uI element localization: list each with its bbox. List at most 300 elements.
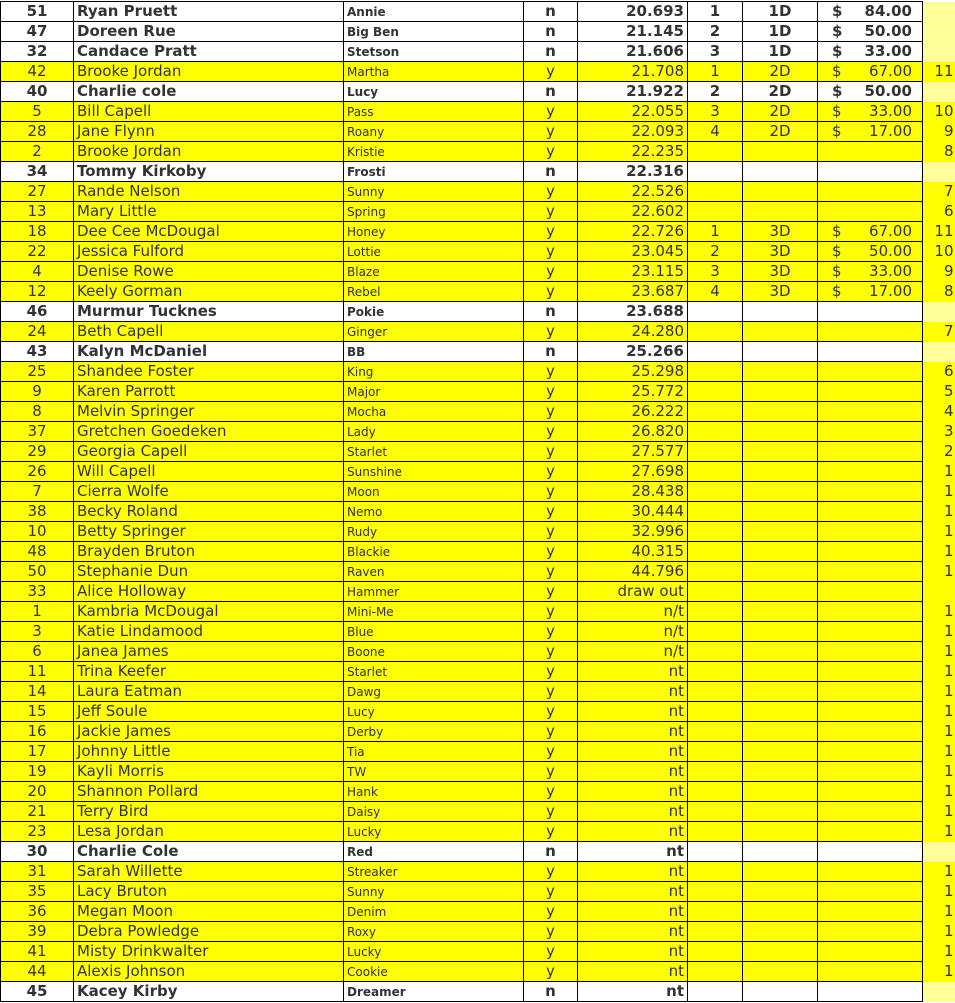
rider-name-cell: Beth Capell xyxy=(74,322,344,342)
rider-name-cell: Brooke Jordan xyxy=(74,62,344,82)
table-row xyxy=(1,922,955,942)
horse-name-cell: Blackie xyxy=(344,542,524,562)
placing-cell xyxy=(688,562,743,582)
horse-name-cell: Dawg xyxy=(344,682,524,702)
payout-cell xyxy=(818,882,923,902)
points-cell xyxy=(923,842,955,862)
horse-name-cell: Mini-Me xyxy=(344,602,524,622)
member-flag-cell: y xyxy=(524,522,578,542)
run-time-cell: nt xyxy=(578,722,688,742)
horse-name-cell: Derby xyxy=(344,722,524,742)
table-row xyxy=(1,42,955,62)
points-cell: 1 xyxy=(923,542,955,562)
placing-cell xyxy=(688,502,743,522)
payout-cell xyxy=(818,582,923,602)
division-cell: 1D xyxy=(743,2,818,22)
division-cell: 1D xyxy=(743,22,818,42)
payout-cell xyxy=(818,222,923,242)
currency-symbol: $ xyxy=(832,22,843,40)
division-cell xyxy=(743,682,818,702)
division-cell xyxy=(743,362,818,382)
division-cell xyxy=(743,202,818,222)
run-time-cell: nt xyxy=(578,782,688,802)
rider-number-cell: 9 xyxy=(1,382,74,402)
rider-name-cell: Jane Flynn xyxy=(74,122,344,142)
payout-cell xyxy=(818,462,923,482)
rider-number-cell: 14 xyxy=(1,682,74,702)
table-row xyxy=(1,22,955,42)
placing-cell xyxy=(688,962,743,982)
rider-number-cell: 40 xyxy=(1,82,74,102)
placing-cell xyxy=(688,462,743,482)
run-time-cell: nt xyxy=(578,662,688,682)
division-cell xyxy=(743,742,818,762)
payout-cell xyxy=(818,662,923,682)
table-row xyxy=(1,282,955,302)
member-flag-cell: y xyxy=(524,622,578,642)
table-row xyxy=(1,362,955,382)
division-cell xyxy=(743,962,818,982)
rider-number-cell: 25 xyxy=(1,362,74,382)
points-cell: 1 xyxy=(923,862,955,882)
points-cell: 9 xyxy=(923,262,955,282)
division-cell xyxy=(743,342,818,362)
run-time-cell: 22.055 xyxy=(578,102,688,122)
rider-name-cell: Keely Gorman xyxy=(74,282,344,302)
horse-name-cell: Blue xyxy=(344,622,524,642)
table-row xyxy=(1,142,955,162)
horse-name-cell: Ginger xyxy=(344,322,524,342)
division-cell xyxy=(743,602,818,622)
rider-number-cell: 11 xyxy=(1,662,74,682)
run-time-cell: n/t xyxy=(578,622,688,642)
table-row xyxy=(1,642,955,662)
payout-cell xyxy=(818,302,923,322)
member-flag-cell: n xyxy=(524,42,578,62)
payout-cell xyxy=(818,262,923,282)
placing-cell xyxy=(688,862,743,882)
points-cell: 1 xyxy=(923,962,955,982)
rider-number-cell: 42 xyxy=(1,62,74,82)
division-cell xyxy=(743,622,818,642)
member-flag-cell: y xyxy=(524,322,578,342)
run-time-cell: nt xyxy=(578,742,688,762)
member-flag-cell: y xyxy=(524,382,578,402)
horse-name-cell: Moon xyxy=(344,482,524,502)
horse-name-cell: Dreamer xyxy=(344,982,524,1002)
rider-number-cell: 44 xyxy=(1,962,74,982)
rider-number-cell: 48 xyxy=(1,542,74,562)
table-row xyxy=(1,782,955,802)
run-time-cell: nt xyxy=(578,882,688,902)
payout-cell xyxy=(818,162,923,182)
payout-cell xyxy=(818,902,923,922)
horse-name-cell: Sunshine xyxy=(344,462,524,482)
placing-cell xyxy=(688,302,743,322)
table-row xyxy=(1,482,955,502)
member-flag-cell: n xyxy=(524,162,578,182)
member-flag-cell: y xyxy=(524,582,578,602)
horse-name-cell: Daisy xyxy=(344,802,524,822)
payout-amount: 50.00 xyxy=(869,242,912,260)
run-time-cell: 32.996 xyxy=(578,522,688,542)
rider-name-cell: Jessica Fulford xyxy=(74,242,344,262)
rider-number-cell: 10 xyxy=(1,522,74,542)
division-cell xyxy=(743,402,818,422)
rider-name-cell: Rande Nelson xyxy=(74,182,344,202)
horse-name-cell: Denim xyxy=(344,902,524,922)
run-time-cell: n/t xyxy=(578,602,688,622)
run-time-cell: nt xyxy=(578,702,688,722)
run-time-cell: 25.298 xyxy=(578,362,688,382)
division-cell xyxy=(743,322,818,342)
member-flag-cell: n xyxy=(524,2,578,22)
run-time-cell: 23.045 xyxy=(578,242,688,262)
member-flag-cell: y xyxy=(524,602,578,622)
rider-name-cell: Melvin Springer xyxy=(74,402,344,422)
rider-number-cell: 16 xyxy=(1,722,74,742)
run-time-cell: 27.698 xyxy=(578,462,688,482)
division-cell: 1D xyxy=(743,42,818,62)
placing-cell: 2 xyxy=(688,242,743,262)
payout-cell xyxy=(818,22,923,42)
placing-cell xyxy=(688,902,743,922)
rider-number-cell: 26 xyxy=(1,462,74,482)
table-row xyxy=(1,662,955,682)
member-flag-cell: y xyxy=(524,562,578,582)
run-time-cell: 22.316 xyxy=(578,162,688,182)
run-time-cell: 44.796 xyxy=(578,562,688,582)
division-cell xyxy=(743,722,818,742)
rider-name-cell: Jeff Soule xyxy=(74,702,344,722)
member-flag-cell: y xyxy=(524,882,578,902)
horse-name-cell: Lucy xyxy=(344,702,524,722)
member-flag-cell: y xyxy=(524,642,578,662)
rider-number-cell: 51 xyxy=(1,2,74,22)
horse-name-cell: Roany xyxy=(344,122,524,142)
rider-number-cell: 22 xyxy=(1,242,74,262)
run-time-cell: nt xyxy=(578,922,688,942)
placing-cell xyxy=(688,422,743,442)
placing-cell xyxy=(688,602,743,622)
horse-name-cell: Nemo xyxy=(344,502,524,522)
payout-cell xyxy=(818,602,923,622)
rider-name-cell: Denise Rowe xyxy=(74,262,344,282)
placing-cell: 3 xyxy=(688,102,743,122)
rider-name-cell: Murmur Tucknes xyxy=(74,302,344,322)
payout-cell xyxy=(818,802,923,822)
points-cell: 1 xyxy=(923,782,955,802)
payout-cell xyxy=(818,42,923,62)
member-flag-cell: y xyxy=(524,902,578,922)
rider-number-cell: 28 xyxy=(1,122,74,142)
member-flag-cell: y xyxy=(524,422,578,442)
currency-symbol: $ xyxy=(832,62,842,80)
rider-number-cell: 46 xyxy=(1,302,74,322)
rider-number-cell: 39 xyxy=(1,922,74,942)
horse-name-cell: Martha xyxy=(344,62,524,82)
points-cell: 1 xyxy=(923,622,955,642)
table-row xyxy=(1,822,955,842)
rider-number-cell: 18 xyxy=(1,222,74,242)
placing-cell xyxy=(688,162,743,182)
payout-cell xyxy=(818,482,923,502)
rider-number-cell: 31 xyxy=(1,862,74,882)
payout-cell xyxy=(818,942,923,962)
rider-number-cell: 47 xyxy=(1,22,74,42)
division-cell: 3D xyxy=(743,222,818,242)
rider-name-cell: Will Capell xyxy=(74,462,344,482)
member-flag-cell: n xyxy=(524,982,578,1002)
rider-number-cell: 2 xyxy=(1,142,74,162)
placing-cell xyxy=(688,762,743,782)
rider-name-cell: Bill Capell xyxy=(74,102,344,122)
placing-cell xyxy=(688,982,743,1002)
placing-cell xyxy=(688,482,743,502)
rider-number-cell: 43 xyxy=(1,342,74,362)
horse-name-cell: Streaker xyxy=(344,862,524,882)
division-cell xyxy=(743,142,818,162)
table-row xyxy=(1,302,955,322)
currency-symbol: $ xyxy=(832,222,842,240)
rider-number-cell: 37 xyxy=(1,422,74,442)
run-time-cell: 22.235 xyxy=(578,142,688,162)
rider-number-cell: 29 xyxy=(1,442,74,462)
member-flag-cell: y xyxy=(524,122,578,142)
table-row xyxy=(1,862,955,882)
rider-name-cell: Laura Eatman xyxy=(74,682,344,702)
placing-cell: 4 xyxy=(688,122,743,142)
table-row xyxy=(1,2,955,22)
run-time-cell: 21.606 xyxy=(578,42,688,62)
horse-name-cell: Starlet xyxy=(344,442,524,462)
horse-name-cell: Kristie xyxy=(344,142,524,162)
member-flag-cell: y xyxy=(524,202,578,222)
member-flag-cell: y xyxy=(524,362,578,382)
member-flag-cell: y xyxy=(524,262,578,282)
points-cell: 1 xyxy=(923,902,955,922)
run-time-cell: 26.222 xyxy=(578,402,688,422)
payout-cell xyxy=(818,322,923,342)
rider-name-cell: Candace Pratt xyxy=(74,42,344,62)
points-cell xyxy=(923,162,955,182)
rider-name-cell: Misty Drinkwalter xyxy=(74,942,344,962)
rider-name-cell: Charlie cole xyxy=(74,82,344,102)
division-cell xyxy=(743,762,818,782)
run-time-cell: 22.093 xyxy=(578,122,688,142)
member-flag-cell: y xyxy=(524,442,578,462)
member-flag-cell: y xyxy=(524,482,578,502)
points-cell: 1 xyxy=(923,942,955,962)
member-flag-cell: n xyxy=(524,82,578,102)
payout-cell xyxy=(818,502,923,522)
member-flag-cell: y xyxy=(524,822,578,842)
payout-cell xyxy=(818,382,923,402)
payout-cell xyxy=(818,722,923,742)
rider-name-cell: Dee Cee McDougal xyxy=(74,222,344,242)
horse-name-cell: Lucky xyxy=(344,822,524,842)
points-cell: 1 xyxy=(923,562,955,582)
rider-name-cell: Katie Lindamood xyxy=(74,622,344,642)
run-time-cell: nt xyxy=(578,842,688,862)
table-row xyxy=(1,882,955,902)
rider-name-cell: Stephanie Dun xyxy=(74,562,344,582)
horse-name-cell: Boone xyxy=(344,642,524,662)
run-time-cell: 22.526 xyxy=(578,182,688,202)
table-row xyxy=(1,962,955,982)
points-cell xyxy=(923,42,955,62)
placing-cell xyxy=(688,582,743,602)
division-cell xyxy=(743,802,818,822)
placing-cell xyxy=(688,442,743,462)
table-row xyxy=(1,982,955,1002)
member-flag-cell: n xyxy=(524,842,578,862)
division-cell xyxy=(743,162,818,182)
horse-name-cell: Lucky xyxy=(344,942,524,962)
payout-amount: 50.00 xyxy=(864,22,912,40)
run-time-cell: 20.693 xyxy=(578,2,688,22)
payout-amount: 50.00 xyxy=(864,82,912,100)
table-row xyxy=(1,462,955,482)
division-cell xyxy=(743,702,818,722)
results-spreadsheet xyxy=(0,1,955,1002)
points-cell: 11 xyxy=(923,222,955,242)
payout-cell xyxy=(818,982,923,1002)
rider-name-cell: Brooke Jordan xyxy=(74,142,344,162)
rider-number-cell: 12 xyxy=(1,282,74,302)
rider-name-cell: Mary Little xyxy=(74,202,344,222)
payout-amount: 67.00 xyxy=(869,62,912,80)
rider-name-cell: Janea James xyxy=(74,642,344,662)
rider-number-cell: 20 xyxy=(1,782,74,802)
payout-amount: 17.00 xyxy=(869,122,912,140)
payout-cell xyxy=(818,842,923,862)
horse-name-cell: Pokie xyxy=(344,302,524,322)
division-cell xyxy=(743,982,818,1002)
horse-name-cell: Blaze xyxy=(344,262,524,282)
horse-name-cell: Mocha xyxy=(344,402,524,422)
points-cell: 7 xyxy=(923,182,955,202)
placing-cell xyxy=(688,362,743,382)
points-cell: 1 xyxy=(923,822,955,842)
horse-name-cell: Annie xyxy=(344,2,524,22)
division-cell xyxy=(743,782,818,802)
table-row xyxy=(1,742,955,762)
run-time-cell: nt xyxy=(578,862,688,882)
points-cell: 11 xyxy=(923,62,955,82)
division-cell xyxy=(743,882,818,902)
rider-name-cell: Brayden Bruton xyxy=(74,542,344,562)
points-cell: 1 xyxy=(923,802,955,822)
horse-name-cell: Starlet xyxy=(344,662,524,682)
rider-number-cell: 15 xyxy=(1,702,74,722)
division-cell xyxy=(743,842,818,862)
table-row xyxy=(1,342,955,362)
rider-name-cell: Tommy Kirkoby xyxy=(74,162,344,182)
member-flag-cell: y xyxy=(524,62,578,82)
division-cell xyxy=(743,382,818,402)
rider-name-cell: Terry Bird xyxy=(74,802,344,822)
run-time-cell: 23.687 xyxy=(578,282,688,302)
payout-cell xyxy=(818,742,923,762)
placing-cell: 2 xyxy=(688,82,743,102)
horse-name-cell: Lady xyxy=(344,422,524,442)
division-cell xyxy=(743,542,818,562)
member-flag-cell: y xyxy=(524,402,578,422)
member-flag-cell: y xyxy=(524,782,578,802)
rider-number-cell: 19 xyxy=(1,762,74,782)
table-row xyxy=(1,402,955,422)
rider-number-cell: 30 xyxy=(1,842,74,862)
run-time-cell: 21.922 xyxy=(578,82,688,102)
horse-name-cell: King xyxy=(344,362,524,382)
run-time-cell: nt xyxy=(578,942,688,962)
member-flag-cell: y xyxy=(524,462,578,482)
points-cell: 1 xyxy=(923,922,955,942)
points-cell: 10 xyxy=(923,102,955,122)
rider-name-cell: Karen Parrott xyxy=(74,382,344,402)
rider-name-cell: Sarah Willette xyxy=(74,862,344,882)
payout-cell xyxy=(818,202,923,222)
table-row xyxy=(1,542,955,562)
rider-name-cell: Becky Roland xyxy=(74,502,344,522)
payout-amount: 33.00 xyxy=(869,102,912,120)
division-cell: 2D xyxy=(743,62,818,82)
table-row xyxy=(1,202,955,222)
table-row xyxy=(1,602,955,622)
rider-name-cell: Trina Keefer xyxy=(74,662,344,682)
payout-cell xyxy=(818,422,923,442)
points-cell: 2 xyxy=(923,442,955,462)
division-cell: 2D xyxy=(743,102,818,122)
horse-name-cell: Lottie xyxy=(344,242,524,262)
member-flag-cell: n xyxy=(524,342,578,362)
payout-cell xyxy=(818,922,923,942)
points-cell xyxy=(923,342,955,362)
run-time-cell: 28.438 xyxy=(578,482,688,502)
placing-cell xyxy=(688,402,743,422)
rider-name-cell: Kayli Morris xyxy=(74,762,344,782)
run-time-cell: 22.726 xyxy=(578,222,688,242)
division-cell xyxy=(743,642,818,662)
horse-name-cell: TW xyxy=(344,762,524,782)
rider-name-cell: Alice Holloway xyxy=(74,582,344,602)
placing-cell: 1 xyxy=(688,62,743,82)
rider-name-cell: Kalyn McDaniel xyxy=(74,342,344,362)
placing-cell xyxy=(688,702,743,722)
division-cell xyxy=(743,522,818,542)
points-cell: 1 xyxy=(923,502,955,522)
rider-number-cell: 32 xyxy=(1,42,74,62)
points-cell: 1 xyxy=(923,662,955,682)
run-time-cell: n/t xyxy=(578,642,688,662)
division-cell xyxy=(743,182,818,202)
points-cell xyxy=(923,82,955,102)
run-time-cell: 30.444 xyxy=(578,502,688,522)
run-time-cell: 23.115 xyxy=(578,262,688,282)
run-time-cell: nt xyxy=(578,802,688,822)
horse-name-cell: Hank xyxy=(344,782,524,802)
horse-name-cell: Honey xyxy=(344,222,524,242)
horse-name-cell: Frosti xyxy=(344,162,524,182)
table-row xyxy=(1,942,955,962)
placing-cell xyxy=(688,142,743,162)
rider-name-cell: Ryan Pruett xyxy=(74,2,344,22)
table-row xyxy=(1,442,955,462)
payout-cell xyxy=(818,702,923,722)
rider-name-cell: Lesa Jordan xyxy=(74,822,344,842)
division-cell xyxy=(743,902,818,922)
